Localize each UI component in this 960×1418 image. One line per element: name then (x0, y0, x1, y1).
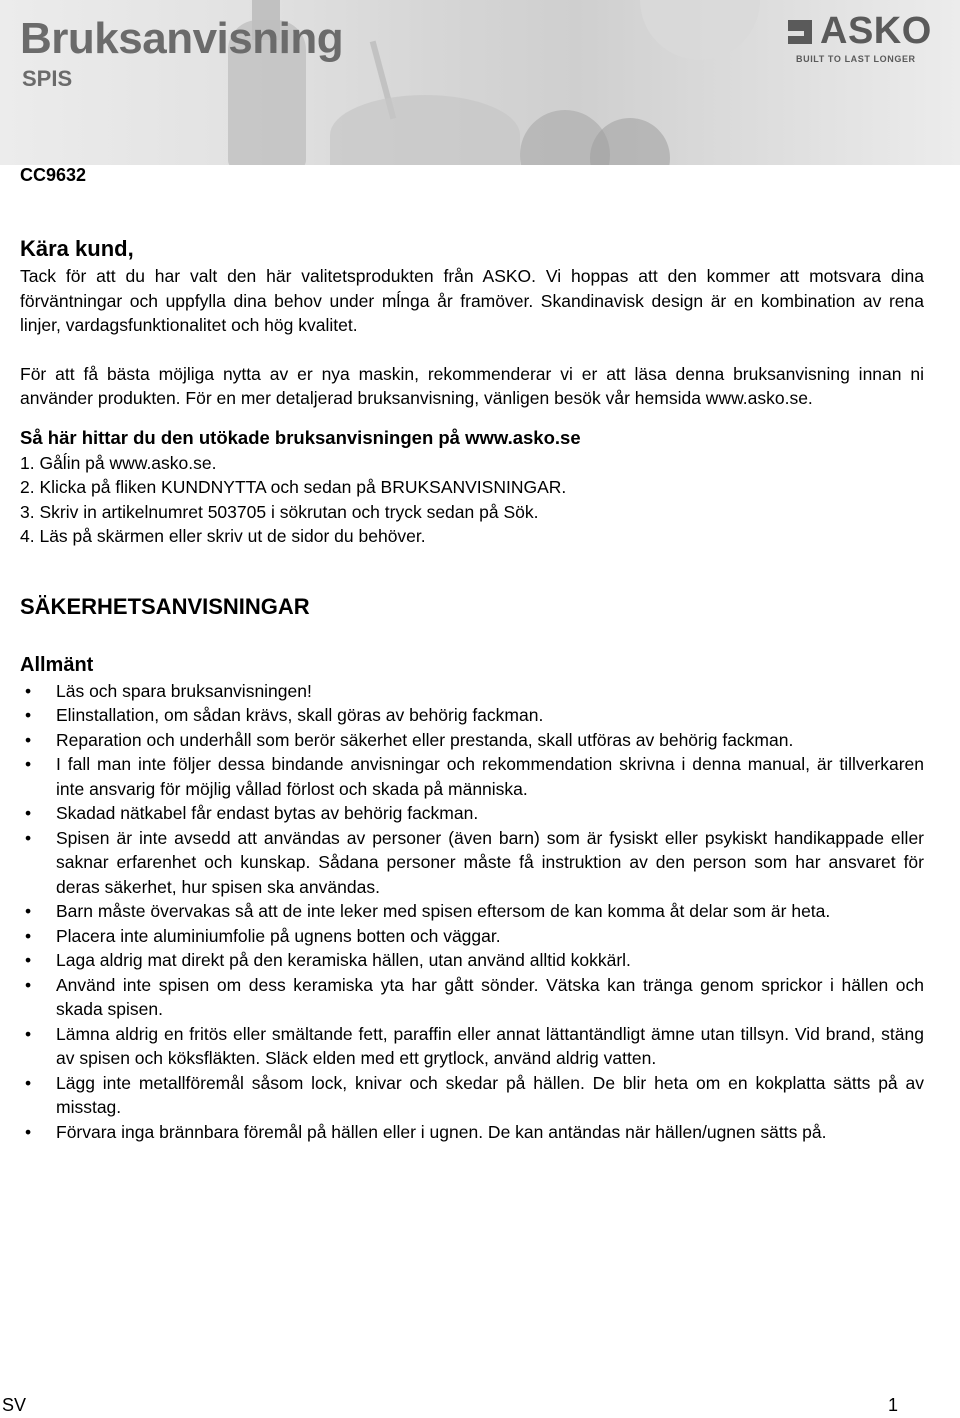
guide-steps (20, 451, 924, 549)
asko-logo (786, 10, 946, 70)
safety-item: • Barn måste övervakas så att de inte leker med spisen eftersom de kan komma åt delar som är heta. (20, 899, 924, 924)
safety-subsection-title: Allmänt (20, 653, 94, 676)
asko-logo-text: ASKO (820, 10, 932, 52)
document-subtitle: SPIS (22, 66, 73, 91)
safety-item: • Förvara inga brännbara föremål på hällen eller i ugnen. De kan antändas när hällen/ugnen sätts på. (20, 1120, 924, 1145)
safety-item: • Reparation och underhåll som berör säkerhet eller prestanda, skall utföras av behörig fackman. (20, 728, 924, 753)
intro-paragraph: Tack för att du har valt den här valitetsprodukten från ASKO. Vi hoppas att den kommer att motsvara dina förväntningar och uppfylla dina behov under mĺnga år framöver. Skandinavisk design är en kombination av rena linjer, vardagsfunktionalitet och hög kvalitet. (20, 266, 924, 335)
intro-paragraph-2: För att få bästa möjliga nytta av er nya maskin, rekommenderar vi er att läsa denna bruksanvisning innan ni använder produkten. För en mer detaljerad bruksanvisning, vänligen besök vår hemsida www.asko.se. (20, 363, 924, 408)
safety-list (20, 679, 924, 1145)
safety-section-title: SÄKERHETSANVISNINGAR (20, 593, 310, 619)
greeting-heading: Kära kund, (20, 236, 134, 261)
safety-item: • Läs och spara bruksanvisningen! (20, 679, 924, 704)
guide-step: 1. Gåĺin på www.asko.se. (20, 452, 217, 473)
safety-item: • Använd inte spisen om dess keramiska yta har gått sönder. Vätska kan tränga genom sprickor i hällen och skada spisen. (20, 973, 924, 1022)
asko-tagline: BUILT TO LAST LONGER (796, 54, 916, 64)
document-title: Bruksanvisning (20, 14, 344, 63)
page-content (20, 234, 924, 1144)
guide-step: 2. Klicka på fliken KUNDNYTTA och sedan på BRUKSANVISNINGAR. (20, 477, 567, 497)
page-number: 1 (887, 1395, 898, 1415)
safety-item: • Lägg inte metallföremål såsom lock, knivar och skedar på hällen. De blir heta om en kokplatta sätts på av misstag. (20, 1071, 924, 1120)
lamp-graphic (640, 0, 760, 60)
safety-item: • Elinstallation, om sådan krävs, skall göras av behörig fackman. (20, 703, 924, 728)
safety-item: • Spisen är inte avsedd att användas av personer (även barn) som är fysiskt eller psykiskt handikappade eller saknar erfarenhet och kunskap. Sådana personer måste få instruktion av den person som har ansvaret för deras säkerhet, hur spisen ska användas. (20, 826, 924, 900)
fruit-graphic-2 (590, 118, 670, 165)
cover-banner (0, 0, 960, 165)
safety-item: • I fall man inte följer dessa bindande anvisningar och rekommendation skrivna i denna manual, är tillverkaren inte ansvarig för möjlig vållad förlost och skada på människa. (20, 752, 924, 801)
safety-item: • Placera inte aluminiumfolie på ugnens botten och väggar. (20, 924, 924, 949)
guide-step: 4. Läs på skärmen eller skriv ut de sidor du behöver. (20, 526, 426, 546)
guide-heading: Så här hittar du den utökade bruksanvisningen på www.asko.se (20, 426, 581, 448)
guide-step: 3. Skriv in artikelnumret 503705 i sökrutan och tryck sedan på Sök. (20, 501, 539, 522)
safety-item: • Laga aldrig mat direkt på den keramiska hällen, utan använd alltid kokkärl. (20, 948, 924, 973)
safety-item: • Lämna aldrig en fritös eller smältande fett, paraffin eller annat lättantändligt ämne utan tillsyn. Vid brand, stäng av spisen och köksfläkten. Släck elden med ett grytlock, använd aldrig vatten. (20, 1022, 924, 1071)
pot-graphic (330, 95, 520, 165)
footer-language: SV (2, 1395, 27, 1415)
asko-logo-icon (786, 16, 816, 48)
safety-item: • Skadad nätkabel får endast bytas av behörig fackman. (20, 801, 924, 826)
model-number: CC9632 (20, 165, 87, 185)
